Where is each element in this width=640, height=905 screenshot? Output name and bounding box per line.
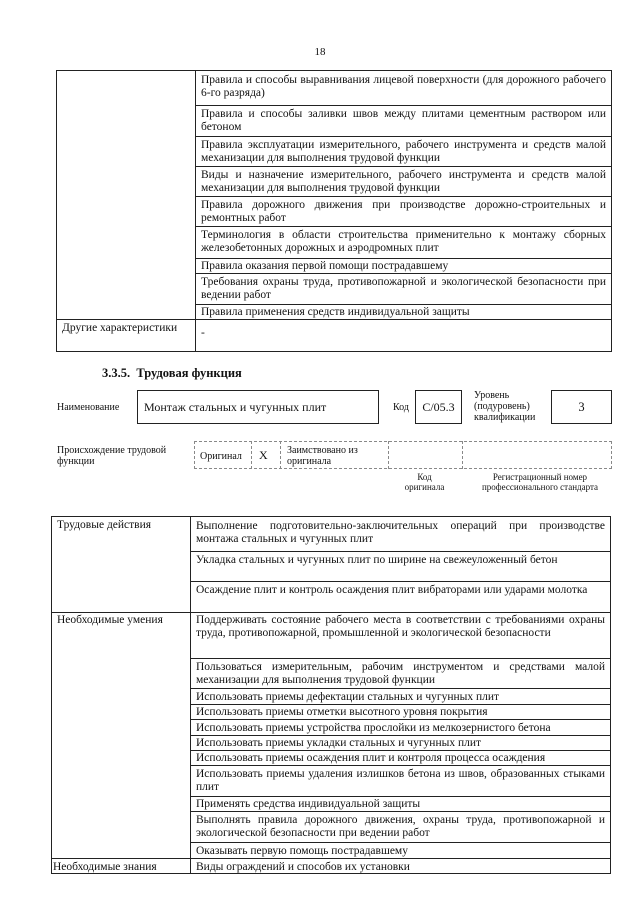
knowledge-item: Виды ограждений и способов их установки: [196, 861, 410, 873]
registration-number-caption: Регистрационный номер профессионального стандарта: [481, 472, 599, 492]
labor-action-item: Выполнение подготовительно-заключительных операций при производстве монтажа стальных и чугунных плит: [196, 520, 605, 545]
table-cell: Требования охраны труда, противопожарной и экологической безопасности при ведении работ: [201, 276, 606, 301]
other-characteristics-label: Другие характеристики: [62, 322, 178, 334]
level-field: [551, 390, 612, 424]
code-original-caption: Код оригинала: [404, 472, 445, 492]
original-label: Оригинал: [200, 451, 242, 462]
origin-row: [194, 441, 612, 469]
table-cell: Правила и способы выравнивания лицевой поверхности (для дорожного рабочего 6-го разряда): [201, 74, 606, 99]
original-mark: X: [259, 448, 268, 462]
labor-actions-label: Трудовые действия: [57, 519, 152, 531]
skill-item: Использовать приемы осаждения плит и контроля процесса осаждения: [196, 752, 546, 764]
other-characteristics-value: -: [201, 327, 205, 339]
skill-item: Использовать приемы укладки стальных и чугунных плит: [196, 737, 482, 749]
skill-item: Поддерживать состояние рабочего места в соответствии с требованиями охраны труда, противопожарной, промышленной и экологической безопасности: [196, 614, 605, 639]
section-heading: [102, 366, 242, 381]
level-value: 3: [578, 399, 585, 414]
skill-item: Использовать приемы дефектации стальных и чугунных плит: [196, 691, 500, 703]
table-cell: Правила оказания первой помощи пострадавшему: [201, 260, 449, 272]
required-knowledge-label: Необходимые знания: [53, 861, 157, 873]
name-field: [137, 390, 379, 424]
table-cell: Правила дорожного движения при производстве дорожно-строительных и ремонтных работ: [201, 199, 606, 224]
table-cell: Виды и назначение измерительного, рабочего инструмента и средств малой механизации для выполнения трудовой функции: [201, 169, 606, 194]
section-title: Трудовая функция: [136, 366, 242, 380]
code-label: Код: [393, 402, 409, 413]
level-label: Уровень (подуровень) квалификации: [474, 390, 536, 423]
table-cell: Правила и способы заливки швов между плитами цементным раствором или бетоном: [201, 108, 606, 133]
name-value: Монтаж стальных и чугунных плит: [144, 399, 327, 414]
skill-item: Применять средства индивидуальной защиты: [196, 798, 421, 810]
skill-item: Использовать приемы отметки высотного уровня покрытия: [196, 706, 488, 718]
origin-label: Происхождение трудовой функции: [57, 445, 167, 467]
skill-item: Использовать приемы удаления излишков бетона из швов, образованных стыками плит: [196, 768, 605, 793]
code-field: [415, 390, 462, 424]
skill-item: Пользоваться измерительным, рабочим инструментом и средствами малой механизации для выполнения трудовой функции: [196, 661, 605, 686]
page-number: 18: [314, 46, 326, 58]
skill-item: Выполнять правила дорожного движения, охраны труда, противопожарной и экологической безопасности при ведении работ: [196, 814, 605, 839]
table-cell: Правила применения средств индивидуальной защиты: [201, 306, 470, 318]
required-skills-label: Необходимые умения: [57, 614, 163, 626]
section-number: 3.3.5.: [102, 366, 131, 380]
name-label: Наименование: [57, 402, 120, 413]
table-cell: Правила эксплуатации измерительного, рабочего инструмента и средств малой механизации для выполнения трудовой функции: [201, 139, 606, 164]
labor-action-item: Укладка стальных и чугунных плит по ширине на свежеуложенный бетон: [196, 554, 558, 566]
skill-item: Оказывать первую помощь пострадавшему: [196, 845, 408, 857]
labor-action-item: Осаждение плит и контроль осаждения плит вибраторами или ударами молотка: [196, 584, 588, 596]
borrowed-label: Заимствовано из оригинала: [287, 445, 358, 467]
code-value: С/05.3: [422, 399, 455, 414]
skill-item: Использовать приемы устройства прослойки из мелкозернистого бетона: [196, 722, 551, 734]
table-cell: Терминология в области строительства применительно к монтажу сборных железобетонных дорожных и аэродромных плит: [201, 229, 606, 254]
